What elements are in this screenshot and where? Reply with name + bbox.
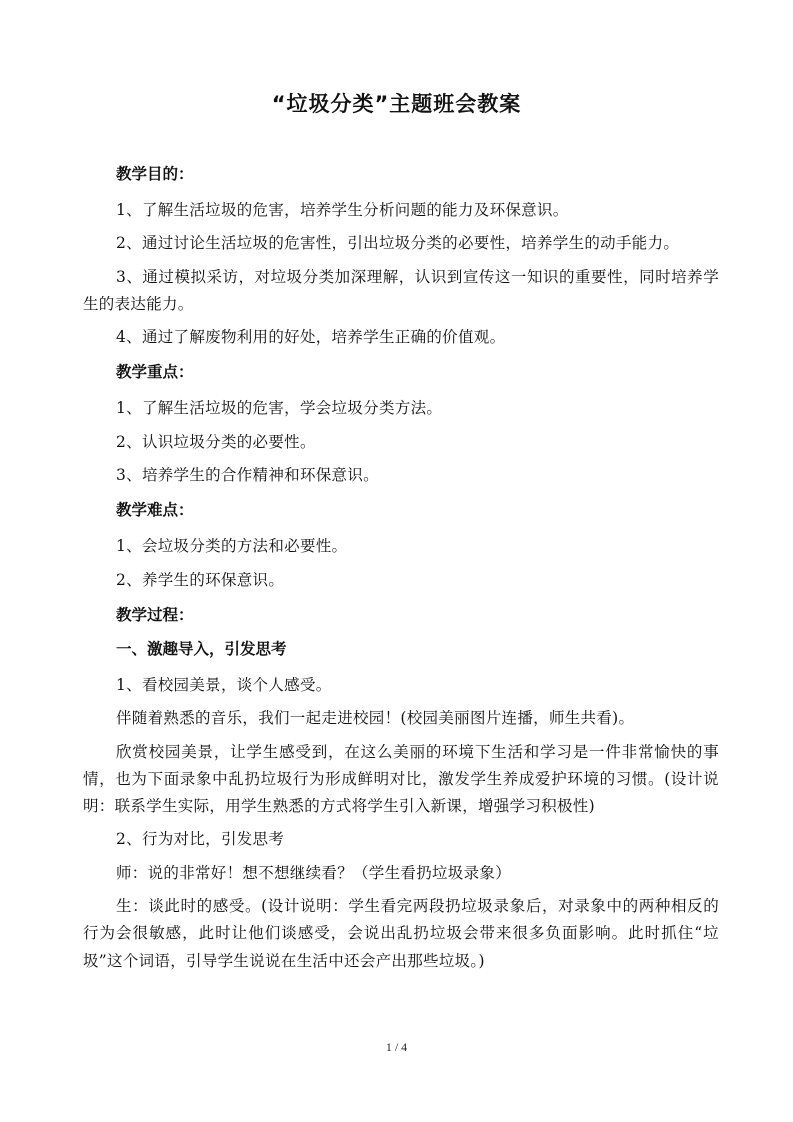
key-point-item: 1、了解生活垃圾的危害，学会垃圾分类方法。: [116, 399, 443, 418]
key-point-item: 3、培养学生的合作精神和环保意识。: [116, 466, 379, 485]
process-paragraph: 伴随着熟悉的音乐，我们一起走进校园！(校园美丽图片连播，师生共看)。: [116, 709, 635, 728]
process-paragraph: 生：谈此时的感受。(设计说明：学生看完两段扔垃圾录象后，对录象中的两种相反的行为会很敏感，此时让他们谈感受，会说出乱扔垃圾会带来很多负面影响。此时抓住“垃圾”这个词语，引导学生说说在生活中还会产出那些垃圾。): [83, 897, 719, 970]
page-number: 1 / 4: [385, 1040, 408, 1054]
process-paragraph: 1、看校园美景，谈个人感受。: [116, 675, 332, 694]
document-body: [83, 163, 719, 981]
process-paragraph: 欣赏校园美景，让学生感受到，在这么美丽的环境下生活和学习是一件非常愉快的事情，也为下面录象中乱扔垃圾行为形成鲜明对比，激发学生养成爱护环境的习惯。(设计说明：联系学生实际，用学生熟悉的方式将学生引入新课，增强学习积极性): [83, 742, 719, 816]
goal-item: 3、通过模拟采访，对垃圾分类加深理解，认识到宣传这一知识的重要性，同时培养学生的表达能力。: [83, 267, 719, 313]
process-paragraph: 师：说的非常好！想不想继续看？（学生看扔垃圾录象）: [116, 863, 512, 882]
document-title: “垃圾分类”主题班会教案: [271, 92, 522, 116]
goal-item: 4、通过了解废物利用的好处，培养学生正确的价值观。: [116, 328, 506, 347]
difficulty-item: 2、养学生的环保意识。: [116, 570, 285, 589]
key-point-item: 2、认识垃圾分类的必要性。: [116, 432, 316, 451]
goals-heading: 教学目的：: [116, 165, 194, 183]
process-paragraph: 2、行为对比，引发思考: [116, 830, 285, 849]
goal-item: 1、了解生活垃圾的危害，培养学生分析问题的能力及环保意识。: [116, 201, 569, 219]
difficulty-item: 1、会垃圾分类的方法和必要性。: [116, 537, 348, 556]
difficulties-heading: 教学难点：: [116, 501, 194, 520]
key-points-heading: 教学重点：: [116, 363, 194, 382]
goal-item: 2、通过讨论生活垃圾的危害性，引出垃圾分类的必要性，培养学生的动手能力。: [116, 234, 680, 253]
process-part1-heading: 一、激趣导入，引发思考: [116, 639, 287, 658]
process-heading: 教学过程：: [116, 605, 194, 624]
